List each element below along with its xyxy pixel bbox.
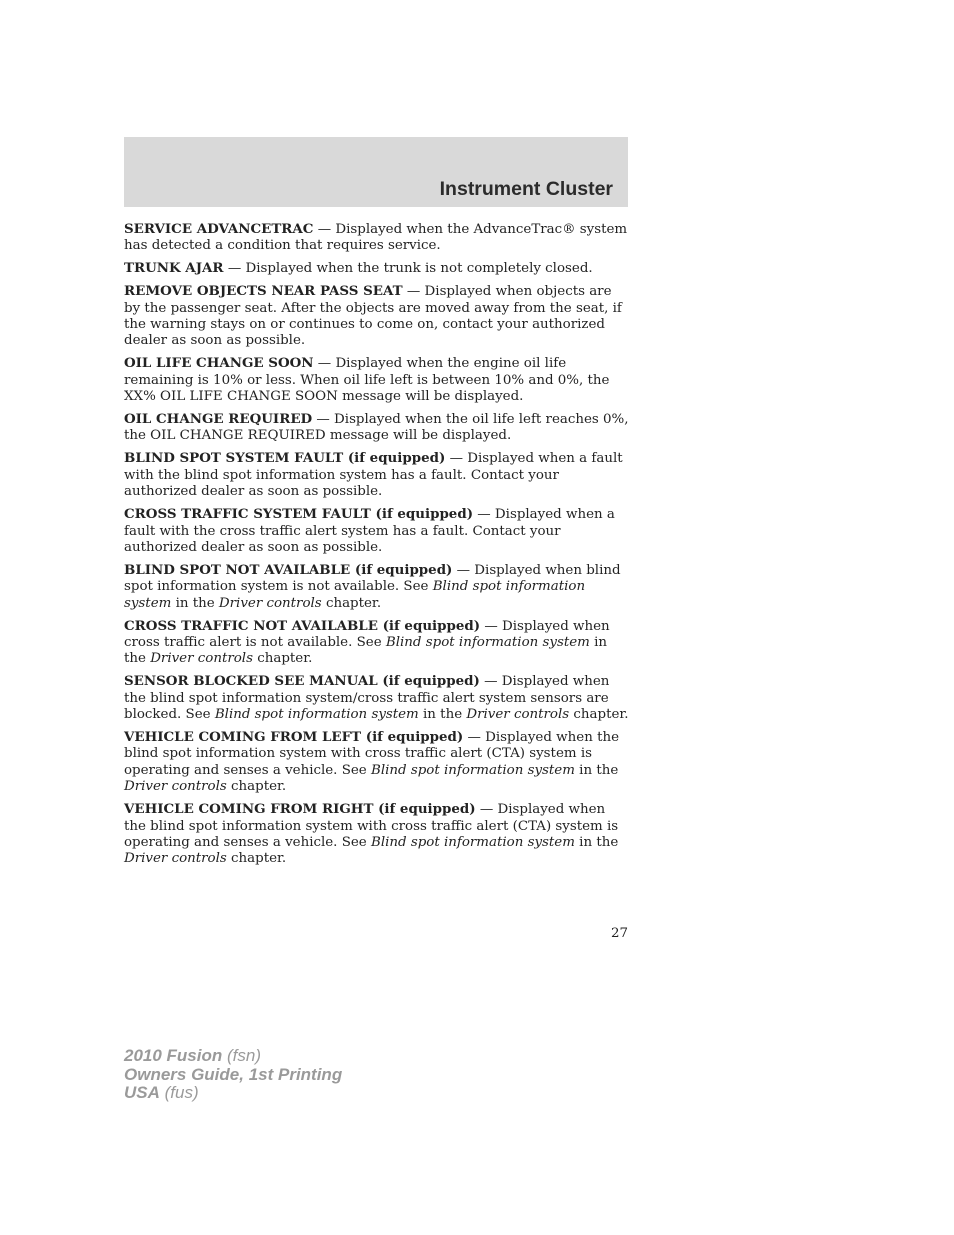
- footer-market: USA: [124, 1083, 160, 1102]
- message-description: in the: [124, 634, 608, 667]
- message-description: chapter.: [321, 595, 382, 611]
- cross-reference: Blind spot information system: [370, 762, 575, 778]
- message-description: — Displayed when the oil life left reaches 0%, the OIL CHANGE REQUIRED message will be displayed.: [124, 412, 629, 444]
- message-description: — Displayed when the blind spot information system with cross traffic alert (CTA) system is operating and senses a vehicle. See: [124, 729, 620, 778]
- message-entry: [124, 506, 630, 556]
- message-term: CROSS TRAFFIC SYSTEM FAULT (if equipped): [124, 506, 474, 523]
- footer-print-info: [124, 1047, 342, 1103]
- message-term: TRUNK AJAR: [124, 260, 224, 277]
- footer-edition: Owners Guide, 1st Printing: [124, 1064, 343, 1084]
- message-entry: [124, 801, 630, 868]
- message-entry: [124, 618, 630, 668]
- cross-reference: Blind spot information system: [370, 834, 575, 850]
- footer-line-1: [124, 1047, 342, 1066]
- message-term: OIL LIFE CHANGE SOON: [124, 355, 314, 372]
- message-description: in the: [171, 595, 219, 611]
- cross-reference: Driver controls: [466, 707, 570, 723]
- message-entry: [124, 411, 630, 445]
- chapter-title: Instrument Cluster: [439, 178, 613, 200]
- page-number: 27: [610, 926, 628, 941]
- message-term: BLIND SPOT SYSTEM FAULT (if equipped): [124, 450, 446, 467]
- message-description: — Displayed when the engine oil life remaining is 10% or less. When oil life left is between 10% and 0%, the XX% OIL LIFE CHANGE SOON message will be displayed.: [124, 356, 610, 405]
- footer-model-code: (fsn): [222, 1046, 261, 1065]
- message-entry: [124, 283, 630, 350]
- message-description: in the: [574, 834, 619, 850]
- message-term: REMOVE OBJECTS NEAR PASS SEAT: [124, 283, 403, 300]
- message-entry: [124, 562, 630, 612]
- message-description: — Displayed when the blind spot information system with cross traffic alert (CTA) system is operating and senses a vehicle. See: [124, 802, 619, 850]
- message-entry: [124, 355, 630, 405]
- message-term: CROSS TRAFFIC NOT AVAILABLE (if equipped): [124, 617, 481, 634]
- message-description: chapter.: [252, 651, 313, 667]
- footer-line-2: [124, 1066, 342, 1085]
- message-entry: [124, 221, 630, 255]
- cross-reference: Driver controls: [124, 779, 227, 795]
- message-description: — Displayed when cross traffic alert is not available. See: [124, 618, 610, 650]
- message-term: OIL CHANGE REQUIRED: [124, 411, 313, 428]
- cross-reference: Blind spot information system: [385, 634, 590, 650]
- footer-market-code: (fus): [159, 1083, 199, 1102]
- message-description: — Displayed when a fault with the blind spot information system has a fault. Contact your authorized dealer as soon as possible.: [124, 451, 623, 500]
- message-description: — Displayed when blind spot information system is not available. See: [124, 562, 621, 595]
- message-term: BLIND SPOT NOT AVAILABLE (if equipped): [124, 561, 453, 578]
- message-description: in the: [418, 707, 467, 723]
- cross-reference: Blind spot information system: [214, 707, 419, 723]
- message-term: VEHICLE COMING FROM LEFT (if equipped): [124, 728, 464, 745]
- message-entry: [124, 450, 630, 500]
- message-term: SERVICE ADVANCETRAC: [124, 221, 314, 237]
- cross-reference: Driver controls: [150, 651, 253, 667]
- message-description: — Displayed when the trunk is not completely closed.: [223, 261, 593, 277]
- footer-model: 2010 Fusion: [124, 1046, 223, 1065]
- cross-reference: Driver controls: [218, 595, 322, 611]
- message-list: [124, 221, 630, 873]
- message-entry: [124, 260, 630, 277]
- message-term: VEHICLE COMING FROM RIGHT (if equipped): [124, 801, 476, 818]
- message-entry: [124, 729, 630, 796]
- footer-line-3: [124, 1084, 342, 1103]
- message-description: — Displayed when a fault with the cross traffic alert system has a fault. Contact your authorized dealer as soon as possible.: [124, 507, 615, 555]
- message-entry: [124, 673, 630, 723]
- message-description: in the: [574, 762, 619, 778]
- cross-reference: Driver controls: [124, 851, 227, 867]
- message-term: SENSOR BLOCKED SEE MANUAL (if equipped): [124, 673, 480, 690]
- message-description: chapter.: [226, 779, 287, 795]
- message-description: chapter.: [569, 707, 629, 723]
- message-description: — Displayed when the blind spot information system/cross traffic alert system sensors are blocked. See: [124, 674, 610, 723]
- cross-reference: Blind spot information system: [124, 579, 586, 611]
- chapter-header-band: [124, 137, 628, 207]
- message-description: — Displayed when the AdvanceTrac® system has detected a condition that requires service.: [124, 222, 628, 254]
- message-description: — Displayed when objects are by the passenger seat. After the objects are moved away from the seat, if the warning stays on or continues to come on, contact your authorized dealer as soon as possible.: [124, 284, 622, 349]
- message-description: chapter.: [226, 851, 287, 867]
